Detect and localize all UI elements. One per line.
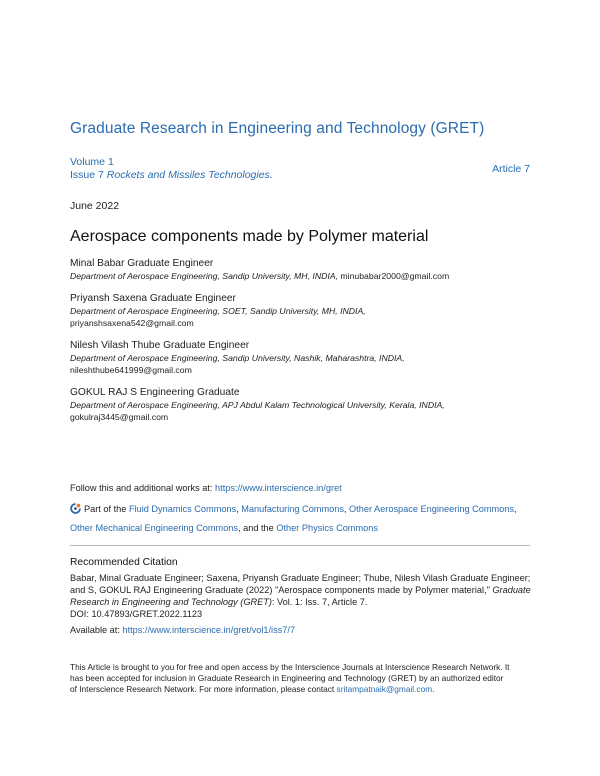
citation-text	[70, 572, 532, 620]
article-number[interactable]: Article 7	[492, 163, 530, 175]
fluid-dynamics-commons-link[interactable]: Fluid Dynamics Commons	[128, 504, 237, 514]
issue-link[interactable]	[70, 169, 273, 182]
volume-link[interactable]: Volume 1	[70, 156, 114, 168]
volume-issue	[70, 156, 273, 182]
divider	[70, 545, 530, 546]
recommended-citation-heading: Recommended Citation	[70, 557, 178, 568]
author-department: Department of Aerospace Engineering, Sandip University, Nashik, Maharashtra, INDIA,	[70, 353, 405, 363]
citation-doi: DOI: 10.47893/GRET.2022.1123	[70, 609, 203, 619]
author-name: Priyansh Saxena Graduate Engineer	[70, 293, 236, 304]
author-affiliation	[70, 352, 540, 376]
citation-authors: Babar, Minal Graduate Engineer; Saxena, Priyansh Graduate Engineer; Thube, Nilesh Vilash Graduate Engineer; and S, GOKUL RAJ Engineering Graduate (2022) "Aerospace components made by Polymer material,"	[70, 573, 531, 595]
author-affiliation	[70, 270, 540, 282]
available-at	[70, 625, 295, 635]
access-notice	[70, 662, 510, 695]
follow-line	[70, 483, 342, 493]
other-physics-commons-link[interactable]: Other Physics Commons	[276, 523, 378, 533]
publication-date: June 2022	[70, 200, 120, 212]
network-commons-icon	[70, 503, 81, 520]
author-name: GOKUL RAJ S Engineering Graduate	[70, 387, 240, 398]
manufacturing-commons-link[interactable]: Manufacturing Commons	[241, 504, 344, 514]
citation-journal: Graduate Research in Engineering and Technology (GRET)	[70, 585, 531, 607]
issue-topic: Rockets and Missiles Technologies.	[106, 169, 273, 181]
separator: ,	[513, 504, 517, 514]
follow-text: Follow this and additional works at:	[70, 483, 216, 493]
notice-text: This Article is brought to you for free and open access by the Interscience Journals at Interscience Research Network. It has been accepted for inclusion in Graduate Research in Engineering and Technology (GRET) by an authorized editor of Interscience Research Network. For more information, please contact	[70, 662, 510, 694]
author-affiliation	[70, 399, 540, 423]
contact-email-link[interactable]: sritampatnaik@gmail.com	[336, 684, 433, 694]
author-entry	[70, 339, 540, 376]
author-entry	[70, 292, 540, 329]
part-of-commons	[70, 501, 532, 537]
author-list	[70, 257, 540, 433]
notice-end: .	[432, 684, 435, 694]
paper-title: Aerospace components made by Polymer material	[70, 228, 429, 245]
author-department: Department of Aerospace Engineering, APJ Abdul Kalam Technological University, Kerala, INDIA,	[70, 400, 445, 410]
author-department: Department of Aerospace Engineering, SOET, Sandip University, MH, INDIA,	[70, 306, 366, 316]
author-name: Minal Babar Graduate Engineer	[70, 258, 214, 269]
author-email: gokulraj3445@gmail.com	[70, 412, 169, 422]
separator: ,	[236, 504, 242, 514]
separator: ,	[343, 504, 350, 514]
issue-label: Issue 7	[70, 169, 104, 181]
other-aerospace-engineering-commons-link[interactable]: Other Aerospace Engineering Commons	[349, 504, 514, 514]
author-email: minubabar2000@gmail.com	[337, 271, 450, 281]
part-of-prefix: Part of the	[84, 504, 129, 514]
author-name: Nilesh Vilash Thube Graduate Engineer	[70, 340, 250, 351]
author-email: priyanshsaxena542@gmail.com	[70, 318, 194, 328]
author-entry	[70, 257, 540, 282]
author-email: nileshthube641999@gmail.com	[70, 365, 192, 375]
follow-link[interactable]: https://www.interscience.in/gret	[215, 483, 342, 493]
available-link[interactable]: https://www.interscience.in/gret/vol1/iss7/7	[122, 625, 296, 635]
author-entry	[70, 386, 540, 423]
author-affiliation	[70, 305, 540, 329]
other-mechanical-engineering-commons-link[interactable]: Other Mechanical Engineering Commons	[70, 523, 239, 533]
and-the: , and the	[238, 523, 277, 533]
journal-title[interactable]: Graduate Research in Engineering and Technology (GRET)	[70, 120, 485, 137]
citation-volume: : Vol. 1: Iss. 7, Article 7.	[271, 597, 368, 607]
author-department: Department of Aerospace Engineering, Sandip University, MH, INDIA,	[70, 271, 338, 281]
available-label: Available at:	[70, 625, 123, 635]
